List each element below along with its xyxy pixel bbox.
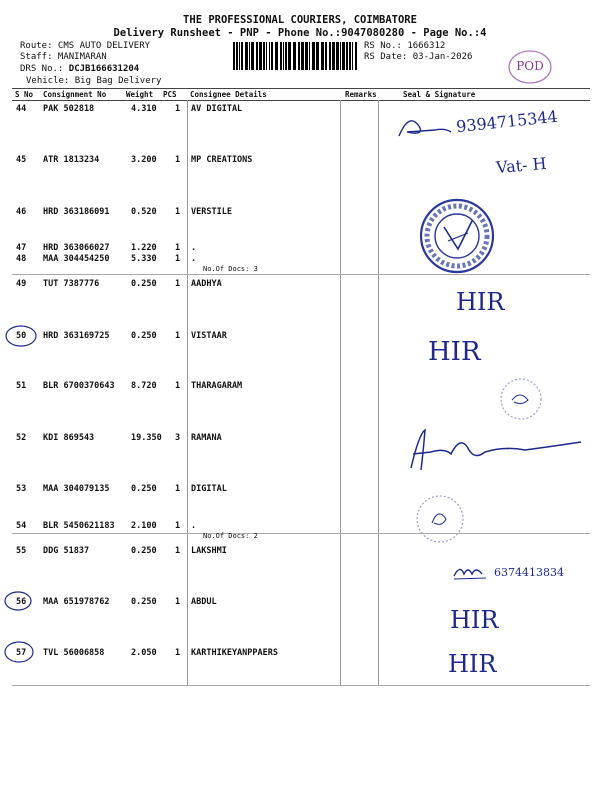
drs-label: DRS No.: xyxy=(20,64,64,74)
col-weight: Weight xyxy=(126,90,154,99)
row-sno: 56 xyxy=(16,597,27,607)
row-weight: 19.350 xyxy=(131,433,162,443)
drs-number: DCJB166631204 xyxy=(68,64,140,74)
col-sno: S No xyxy=(15,90,34,99)
row-consignee: AADHYA xyxy=(191,279,222,289)
row-consignee: MP CREATIONS xyxy=(191,155,253,165)
faint-stamp-row-51 xyxy=(498,376,544,422)
row-sno: 57 xyxy=(16,648,27,658)
row-consignee: VERSTILE xyxy=(191,207,232,217)
handwritten-hir-56: HIR xyxy=(450,606,499,634)
pod-stamp-text: POD xyxy=(516,59,544,73)
row-consignment: HRD 363186091 xyxy=(43,207,110,217)
row-weight: 0.250 xyxy=(131,279,157,289)
row-doc-count: No.Of Docs: 2 xyxy=(203,532,258,540)
row-consignment: KDI 869543 xyxy=(43,433,95,443)
row-consignee: DIGITAL xyxy=(191,484,227,494)
row-consignee: . xyxy=(191,254,197,264)
handwritten-hir-50: HIR xyxy=(428,337,481,367)
row-consignee: . xyxy=(191,521,197,531)
row-consignment: TVL 56006858 xyxy=(43,648,105,658)
row-consignee: ABDUL xyxy=(191,597,217,607)
col-remarks: Remarks xyxy=(345,90,377,99)
row-sno: 53 xyxy=(16,484,27,494)
col-consignment: Consignment No xyxy=(43,90,107,99)
row-pcs: 1 xyxy=(175,521,181,531)
row-sno: 52 xyxy=(16,433,27,443)
handwritten-phone-44: 9394715344 xyxy=(455,106,559,137)
row-consignee: VISTAAR xyxy=(191,331,227,341)
row-pcs: 1 xyxy=(175,243,181,253)
row-weight: 4.310 xyxy=(131,104,157,114)
row-weight: 1.220 xyxy=(131,243,157,253)
row-pcs: 1 xyxy=(175,648,181,658)
rs-date: RS Date: 03-Jan-2026 xyxy=(364,52,473,62)
row-sno: 45 xyxy=(16,155,27,165)
row-pcs: 1 xyxy=(175,104,181,114)
row-consignment: ATR 1813234 xyxy=(43,155,100,165)
company-name: THE PROFESSIONAL COURIERS, COIMBATORE xyxy=(183,14,417,26)
row-pcs: 1 xyxy=(175,381,181,391)
row-pcs: 1 xyxy=(175,279,181,289)
row-sno: 49 xyxy=(16,279,27,289)
row-sno: 50 xyxy=(16,331,27,341)
row-consignment: DDG 51837 xyxy=(43,546,90,556)
row-pcs: 1 xyxy=(175,597,181,607)
signature-row-55 xyxy=(452,562,488,582)
row-weight: 0.250 xyxy=(131,597,157,607)
row-pcs: 1 xyxy=(175,254,181,264)
row-consignment: BLR 5450621183 xyxy=(43,521,115,531)
row-consignment: BLR 6700370643 xyxy=(43,381,115,391)
row-pcs: 1 xyxy=(175,207,181,217)
row-weight: 5.330 xyxy=(131,254,157,264)
row-consignee: THARAGARAM xyxy=(191,381,243,391)
row-sno: 48 xyxy=(16,254,27,264)
row-consignment: MAA 304454250 xyxy=(43,254,110,264)
row-pcs: 1 xyxy=(175,155,181,165)
row-pcs: 1 xyxy=(175,484,181,494)
row-consignee: KARTHIKEYANPPAERS xyxy=(191,648,278,658)
handwritten-hir-57: HIR xyxy=(448,650,497,678)
row-weight: 8.720 xyxy=(131,381,157,391)
route-label: Route: CMS AUTO DELIVERY xyxy=(20,41,151,51)
col-consignee: Consignee Details xyxy=(190,90,267,99)
faint-stamp-row-53 xyxy=(414,493,466,545)
row-consignment: HRD 363066027 xyxy=(43,243,110,253)
row-sno: 46 xyxy=(16,207,27,217)
row-consignment: PAK 502818 xyxy=(43,104,95,114)
row-pcs: 3 xyxy=(175,433,181,443)
rs-number: RS No.: 1666312 xyxy=(364,41,446,51)
row-consignee: AV DIGITAL xyxy=(191,104,243,114)
row-sno: 44 xyxy=(16,104,27,114)
row-consignee: . xyxy=(191,243,197,253)
col-pcs: PCS xyxy=(163,90,177,99)
row-consignment: MAA 651978762 xyxy=(43,597,110,607)
handwritten-name-45: Vat- H xyxy=(495,153,548,178)
row-consignment: HRD 363169725 xyxy=(43,331,110,341)
company-seal-stamp xyxy=(418,197,496,275)
row-consignment: TUT 7387776 xyxy=(43,279,100,289)
row-weight: 0.250 xyxy=(131,331,157,341)
row-weight: 0.520 xyxy=(131,207,157,217)
handwritten-phone-55: 6374413834 xyxy=(494,566,564,579)
row-sno: 55 xyxy=(16,546,27,556)
signature-row-44 xyxy=(395,108,455,143)
row-consignee: RAMANA xyxy=(191,433,222,443)
row-weight: 0.250 xyxy=(131,546,157,556)
row-consignment: MAA 304079135 xyxy=(43,484,110,494)
row-weight: 3.200 xyxy=(131,155,157,165)
row-sno: 51 xyxy=(16,381,27,391)
row-doc-count: No.Of Docs: 3 xyxy=(203,265,258,273)
row-weight: 0.250 xyxy=(131,484,157,494)
row-weight: 2.050 xyxy=(131,648,157,658)
row-sno: 47 xyxy=(16,243,27,253)
row-weight: 2.100 xyxy=(131,521,157,531)
runsheet-title: Delivery Runsheet - PNP - Phone No.:9047080280 - Page No.:4 xyxy=(113,27,487,39)
vehicle-label: Vehicle: Big Bag Delivery xyxy=(26,76,162,86)
row-sno: 54 xyxy=(16,521,27,531)
row-pcs: 1 xyxy=(175,546,181,556)
staff-label: Staff: MANIMARAN xyxy=(20,52,107,62)
row-consignee: LAKSHMI xyxy=(191,546,227,556)
handwritten-hir-49: HIR xyxy=(456,288,505,316)
row-pcs: 1 xyxy=(175,331,181,341)
signature-row-52 xyxy=(405,424,585,474)
col-seal-signature: Seal & Signature xyxy=(403,90,476,99)
